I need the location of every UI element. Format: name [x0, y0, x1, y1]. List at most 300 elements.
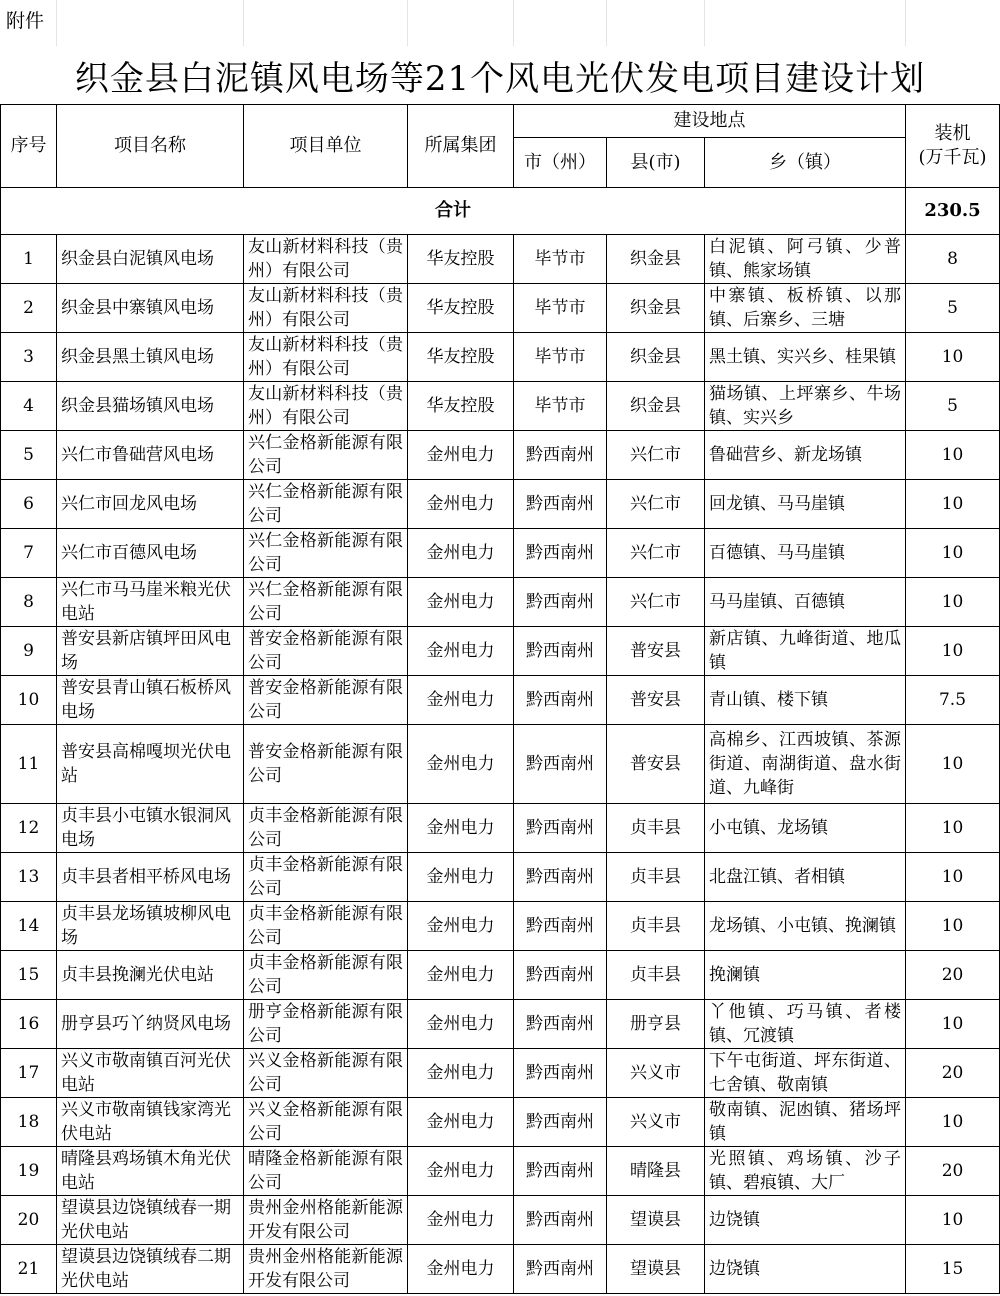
row-seq-text: 17 [17, 1063, 40, 1083]
row-county-text: 兴义市 [630, 1112, 681, 1132]
row-group [408, 382, 514, 431]
table-row [1, 235, 1000, 284]
row-project-unit-text: 兴义金格新能源有限公司 [248, 1051, 403, 1095]
row-towns [705, 284, 906, 333]
row-county [607, 480, 705, 529]
row-project-name-text: 贞丰县挽澜光伏电站 [61, 965, 214, 985]
row-capacity-text: 7.5 [938, 690, 967, 710]
row-seq-text: 3 [23, 347, 34, 367]
row-county [607, 235, 705, 284]
row-project-unit [244, 1196, 408, 1245]
row-capacity-text: 8 [947, 249, 958, 269]
spreadsheet-gridlines [0, 0, 1000, 46]
table-row [1, 804, 1000, 853]
row-city-text: 黔西南州 [526, 965, 594, 985]
row-project-unit-text: 兴仁金格新能源有限公司 [248, 580, 403, 624]
row-seq [1, 1245, 57, 1294]
row-capacity-text: 15 [941, 1259, 964, 1279]
row-project-name [57, 235, 244, 284]
row-project-name-text: 望谟县边饶镇绒春二期光伏电站 [61, 1247, 231, 1291]
row-project-unit-text: 贵州金州格能新能源开发有限公司 [248, 1198, 403, 1242]
row-group-text: 金州电力 [426, 916, 495, 936]
row-project-name [57, 529, 244, 578]
row-capacity [906, 578, 1000, 627]
row-seq [1, 676, 57, 725]
row-seq [1, 284, 57, 333]
row-project-unit [244, 235, 408, 284]
row-towns-text: 边饶镇 [709, 1259, 760, 1279]
row-project-unit [244, 578, 408, 627]
table-row [1, 431, 1000, 480]
row-towns-text: 小屯镇、龙场镇 [709, 818, 828, 838]
row-seq-text: 20 [17, 1210, 40, 1230]
row-group [408, 1049, 514, 1098]
row-city [514, 382, 607, 431]
row-county-text: 兴仁市 [630, 592, 681, 612]
row-group [408, 578, 514, 627]
row-towns [705, 333, 906, 382]
row-project-unit-text: 普安金格新能源有限公司 [248, 742, 403, 786]
row-seq [1, 853, 57, 902]
row-seq [1, 480, 57, 529]
row-county-text: 普安县 [630, 641, 681, 661]
row-county-text: 望谟县 [630, 1210, 681, 1230]
row-group-text: 金州电力 [426, 1112, 495, 1132]
total-capacity: 230.5 [906, 188, 1000, 235]
row-city [514, 1147, 607, 1196]
row-project-name-text: 普安县新店镇坪田风电场 [61, 629, 231, 673]
row-capacity [906, 725, 1000, 804]
row-county [607, 431, 705, 480]
row-city-text: 毕节市 [534, 396, 586, 416]
table-row [1, 1049, 1000, 1098]
table-row [1, 853, 1000, 902]
row-city-text: 黔西南州 [526, 1112, 594, 1132]
header-capacity [906, 105, 1000, 188]
row-project-name [57, 1098, 244, 1147]
project-table [0, 104, 1000, 1294]
row-project-unit-text: 普安金格新能源有限公司 [248, 678, 403, 722]
row-group [408, 235, 514, 284]
row-city-text: 黔西南州 [526, 1014, 594, 1034]
row-capacity-text: 10 [941, 1210, 964, 1230]
row-group [408, 951, 514, 1000]
row-project-unit [244, 951, 408, 1000]
row-county-text: 兴仁市 [630, 445, 681, 465]
row-capacity [906, 1000, 1000, 1049]
row-project-name-text: 册亨县巧丫纳贤风电场 [61, 1014, 231, 1034]
row-project-name-text: 兴仁市马马崖米粮光伏电站 [61, 580, 231, 624]
table-row [1, 578, 1000, 627]
row-project-name-text: 织金县白泥镇风电场 [61, 249, 214, 269]
row-county [607, 1098, 705, 1147]
row-project-unit-text: 册亨金格新能源有限公司 [248, 1002, 403, 1046]
row-project-unit-text: 贵州金州格能新能源开发有限公司 [248, 1247, 403, 1291]
row-group-text: 金州电力 [426, 690, 495, 710]
row-group [408, 333, 514, 382]
row-project-unit [244, 284, 408, 333]
row-project-unit [244, 1049, 408, 1098]
row-county [607, 1147, 705, 1196]
row-project-unit [244, 804, 408, 853]
row-towns-text: 敬南镇、泥凼镇、猪场坪镇 [709, 1100, 902, 1144]
row-project-unit-text: 友山新材料科技（贵州）有限公司 [248, 237, 403, 281]
row-seq-text: 16 [17, 1014, 40, 1034]
row-city [514, 1000, 607, 1049]
table-row [1, 333, 1000, 382]
row-project-name-text: 贞丰县者相平桥风电场 [61, 867, 231, 887]
row-capacity-text: 20 [941, 965, 964, 985]
row-county-text: 普安县 [630, 754, 681, 774]
row-project-unit-text: 贞丰金格新能源有限公司 [248, 806, 403, 850]
row-project-unit-text: 兴仁金格新能源有限公司 [248, 531, 403, 575]
row-towns [705, 951, 906, 1000]
row-capacity [906, 804, 1000, 853]
row-towns [705, 627, 906, 676]
header-city: 市（州） [514, 138, 607, 188]
row-towns [705, 1147, 906, 1196]
total-row [1, 188, 1000, 235]
row-towns-text: 北盘江镇、者相镇 [709, 867, 845, 887]
row-group-text: 华友控股 [426, 298, 495, 318]
row-towns-text: 黑土镇、实兴乡、桂果镇 [709, 347, 896, 367]
row-group-text: 华友控股 [426, 396, 495, 416]
row-county-text: 贞丰县 [630, 867, 681, 887]
row-capacity-text: 10 [941, 494, 964, 514]
row-towns [705, 1196, 906, 1245]
row-capacity [906, 284, 1000, 333]
row-capacity [906, 951, 1000, 1000]
row-group [408, 676, 514, 725]
row-towns-text: 鲁础营乡、新龙场镇 [709, 445, 862, 465]
row-city-text: 黔西南州 [526, 543, 594, 563]
row-capacity-text: 10 [941, 916, 964, 936]
row-group-text: 金州电力 [426, 818, 495, 838]
row-project-unit [244, 1000, 408, 1049]
table-row [1, 902, 1000, 951]
row-county [607, 627, 705, 676]
row-towns [705, 725, 906, 804]
table-row [1, 1196, 1000, 1245]
row-county [607, 529, 705, 578]
row-city [514, 284, 607, 333]
row-city [514, 1196, 607, 1245]
row-project-name-text: 普安县高棉嘎坝光伏电站 [61, 742, 231, 786]
row-project-unit-text: 贞丰金格新能源有限公司 [248, 904, 403, 948]
row-project-name-text: 兴义市敬南镇百河光伏电站 [61, 1051, 231, 1095]
row-group [408, 725, 514, 804]
row-county-text: 晴隆县 [630, 1161, 681, 1181]
row-project-name [57, 725, 244, 804]
row-city-text: 黔西南州 [526, 690, 594, 710]
row-group [408, 431, 514, 480]
row-group [408, 1245, 514, 1294]
row-seq [1, 235, 57, 284]
row-city-text: 毕节市 [534, 298, 586, 318]
row-seq [1, 725, 57, 804]
row-project-unit [244, 676, 408, 725]
row-seq [1, 1000, 57, 1049]
total-label: 合计 [1, 188, 906, 235]
row-project-name [57, 1049, 244, 1098]
row-group-text: 金州电力 [426, 1210, 495, 1230]
row-city [514, 578, 607, 627]
row-group-text: 金州电力 [426, 965, 495, 985]
row-project-name-text: 望谟县边饶镇绒春一期光伏电站 [61, 1198, 231, 1242]
row-city-text: 黔西南州 [526, 818, 594, 838]
row-seq [1, 1147, 57, 1196]
row-county [607, 725, 705, 804]
row-group [408, 284, 514, 333]
row-county [607, 902, 705, 951]
row-seq-text: 21 [17, 1259, 40, 1279]
row-towns [705, 382, 906, 431]
row-project-unit [244, 902, 408, 951]
row-towns-text: 丫他镇、巧马镇、者楼镇、冗渡镇 [709, 1002, 902, 1046]
row-seq [1, 1049, 57, 1098]
row-project-name-text: 兴仁市百德风电场 [61, 543, 197, 563]
row-project-name [57, 382, 244, 431]
row-project-unit-text: 兴仁金格新能源有限公司 [248, 482, 403, 526]
row-group [408, 902, 514, 951]
row-towns-text: 中寨镇、板桥镇、以那镇、后寨乡、三塘 [709, 286, 902, 330]
row-project-name-text: 织金县猫场镇风电场 [61, 396, 214, 416]
row-project-unit-text: 贞丰金格新能源有限公司 [248, 953, 403, 997]
row-seq-text: 18 [17, 1112, 40, 1132]
row-county-text: 织金县 [630, 298, 681, 318]
row-group [408, 1098, 514, 1147]
row-towns [705, 578, 906, 627]
row-towns [705, 529, 906, 578]
row-county-text: 兴仁市 [630, 543, 681, 563]
row-towns [705, 804, 906, 853]
row-group-text: 金州电力 [426, 543, 495, 563]
row-group [408, 480, 514, 529]
row-capacity-text: 10 [941, 754, 964, 774]
row-towns [705, 676, 906, 725]
row-towns [705, 1245, 906, 1294]
row-project-unit [244, 853, 408, 902]
row-project-unit-text: 晴隆金格新能源有限公司 [248, 1149, 403, 1193]
row-towns-text: 马马崖镇、百德镇 [709, 592, 845, 612]
row-county [607, 853, 705, 902]
row-project-name-text: 兴仁市回龙风电场 [61, 494, 197, 514]
row-group-text: 金州电力 [426, 641, 495, 661]
row-towns-text: 百德镇、马马崖镇 [709, 543, 845, 563]
row-project-name [57, 1147, 244, 1196]
row-towns-text: 青山镇、楼下镇 [709, 690, 828, 710]
row-project-unit-text: 普安金格新能源有限公司 [248, 629, 403, 673]
row-group-text: 金州电力 [426, 1161, 495, 1181]
row-project-unit [244, 529, 408, 578]
row-group [408, 853, 514, 902]
row-project-name [57, 1245, 244, 1294]
row-county-text: 兴仁市 [630, 494, 681, 514]
row-seq-text: 12 [17, 818, 40, 838]
row-towns-text: 猫场镇、上坪寨乡、牛场镇、实兴乡 [709, 384, 902, 428]
table-row [1, 1245, 1000, 1294]
row-group [408, 1147, 514, 1196]
row-city-text: 毕节市 [534, 347, 586, 367]
header-county: 县(市) [607, 138, 705, 188]
row-towns [705, 1000, 906, 1049]
row-group-text: 金州电力 [426, 867, 495, 887]
row-towns [705, 480, 906, 529]
row-county-text: 织金县 [630, 396, 681, 416]
row-city [514, 804, 607, 853]
row-project-name [57, 951, 244, 1000]
row-city-text: 毕节市 [534, 249, 586, 269]
row-project-name [57, 284, 244, 333]
row-county-text: 织金县 [630, 347, 681, 367]
row-group [408, 804, 514, 853]
row-group-text: 金州电力 [426, 592, 495, 612]
row-towns-text: 新店镇、九峰街道、地瓜镇 [709, 629, 902, 673]
row-capacity [906, 1245, 1000, 1294]
row-group [408, 529, 514, 578]
row-group [408, 1196, 514, 1245]
row-seq [1, 382, 57, 431]
row-city [514, 1049, 607, 1098]
row-seq-text: 13 [17, 867, 40, 887]
row-city-text: 黔西南州 [526, 1210, 594, 1230]
row-project-unit-text: 友山新材料科技（贵州）有限公司 [248, 384, 403, 428]
table-row [1, 1000, 1000, 1049]
header-town: 乡（镇） [705, 138, 906, 188]
row-project-unit-text: 友山新材料科技（贵州）有限公司 [248, 335, 403, 379]
row-capacity-text: 10 [941, 1014, 964, 1034]
row-city [514, 902, 607, 951]
row-towns-text: 边饶镇 [709, 1210, 760, 1230]
row-capacity-text: 10 [941, 641, 964, 661]
row-project-unit-text: 兴仁金格新能源有限公司 [248, 433, 403, 477]
row-seq-text: 2 [23, 298, 34, 318]
row-group [408, 627, 514, 676]
row-project-name-text: 贞丰县小屯镇水银洞风电场 [61, 806, 231, 850]
table-row [1, 529, 1000, 578]
row-capacity-text: 10 [941, 592, 964, 612]
row-city [514, 480, 607, 529]
row-group-text: 金州电力 [426, 1063, 495, 1083]
row-county [607, 284, 705, 333]
row-county [607, 1245, 705, 1294]
row-group-text: 金州电力 [426, 494, 495, 514]
row-capacity [906, 1147, 1000, 1196]
row-project-name [57, 333, 244, 382]
row-towns [705, 853, 906, 902]
row-project-unit [244, 382, 408, 431]
row-county-text: 贞丰县 [630, 818, 681, 838]
row-group-text: 金州电力 [426, 1259, 495, 1279]
row-capacity-text: 10 [941, 543, 964, 563]
row-towns-text: 高棉乡、江西坡镇、茶源街道、南湖街道、盘水街道、九峰街 [709, 730, 902, 798]
table-row [1, 676, 1000, 725]
row-county [607, 333, 705, 382]
row-city-text: 黔西南州 [526, 641, 594, 661]
row-project-name-text: 贞丰县龙场镇坡柳风电场 [61, 904, 231, 948]
row-city-text: 黔西南州 [526, 494, 594, 514]
row-seq [1, 1098, 57, 1147]
row-seq-text: 8 [23, 592, 34, 612]
row-county-text: 普安县 [630, 690, 681, 710]
row-county-text: 织金县 [630, 249, 681, 269]
row-capacity-text: 10 [941, 867, 964, 887]
row-project-unit-text: 友山新材料科技（贵州）有限公司 [248, 286, 403, 330]
row-county-text: 册亨县 [630, 1014, 681, 1034]
row-project-name [57, 853, 244, 902]
row-capacity [906, 1196, 1000, 1245]
row-seq-text: 14 [17, 916, 40, 936]
row-county [607, 951, 705, 1000]
row-project-unit-text: 贞丰金格新能源有限公司 [248, 855, 403, 899]
row-capacity [906, 431, 1000, 480]
row-city [514, 333, 607, 382]
row-capacity [906, 853, 1000, 902]
header-seq: 序号 [1, 105, 57, 188]
row-county [607, 578, 705, 627]
row-city-text: 黔西南州 [526, 445, 594, 465]
row-seq-text: 10 [17, 690, 40, 710]
row-project-name [57, 1000, 244, 1049]
row-county-text: 贞丰县 [630, 965, 681, 985]
row-towns-text: 光照镇、鸡场镇、沙子镇、碧痕镇、大厂 [709, 1149, 902, 1193]
row-city [514, 951, 607, 1000]
row-seq [1, 333, 57, 382]
row-project-unit [244, 1098, 408, 1147]
row-towns [705, 431, 906, 480]
row-project-name [57, 676, 244, 725]
row-seq [1, 1196, 57, 1245]
row-capacity [906, 333, 1000, 382]
row-seq-text: 6 [23, 494, 34, 514]
header-location: 建设地点 [514, 105, 906, 138]
row-group-text: 华友控股 [426, 249, 495, 269]
row-capacity-text: 10 [941, 1112, 964, 1132]
row-city [514, 235, 607, 284]
row-seq [1, 951, 57, 1000]
row-capacity [906, 902, 1000, 951]
row-county-text: 兴义市 [630, 1063, 681, 1083]
row-county [607, 676, 705, 725]
row-county [607, 804, 705, 853]
row-city-text: 黔西南州 [526, 867, 594, 887]
row-group-text: 华友控股 [426, 347, 495, 367]
row-project-name [57, 431, 244, 480]
row-towns [705, 1049, 906, 1098]
table-row [1, 382, 1000, 431]
table-row [1, 1098, 1000, 1147]
row-project-name [57, 578, 244, 627]
row-towns-text: 白泥镇、阿弓镇、少普镇、熊家场镇 [709, 237, 902, 281]
row-capacity [906, 382, 1000, 431]
header-project-name: 项目名称 [57, 105, 244, 188]
row-towns [705, 902, 906, 951]
row-capacity-text: 5 [947, 396, 958, 416]
row-city [514, 725, 607, 804]
row-group-text: 金州电力 [426, 1014, 495, 1034]
row-capacity [906, 529, 1000, 578]
row-towns-text: 龙场镇、小屯镇、挽澜镇 [709, 916, 896, 936]
row-project-name-text: 兴义市敬南镇钱家湾光伏电站 [61, 1100, 231, 1144]
row-seq-text: 4 [23, 396, 34, 416]
row-city-text: 黔西南州 [526, 1259, 594, 1279]
row-capacity-text: 20 [941, 1161, 964, 1181]
row-seq-text: 11 [17, 754, 40, 774]
row-city-text: 黔西南州 [526, 1161, 594, 1181]
row-project-name [57, 480, 244, 529]
row-project-unit [244, 1245, 408, 1294]
row-project-name [57, 1196, 244, 1245]
